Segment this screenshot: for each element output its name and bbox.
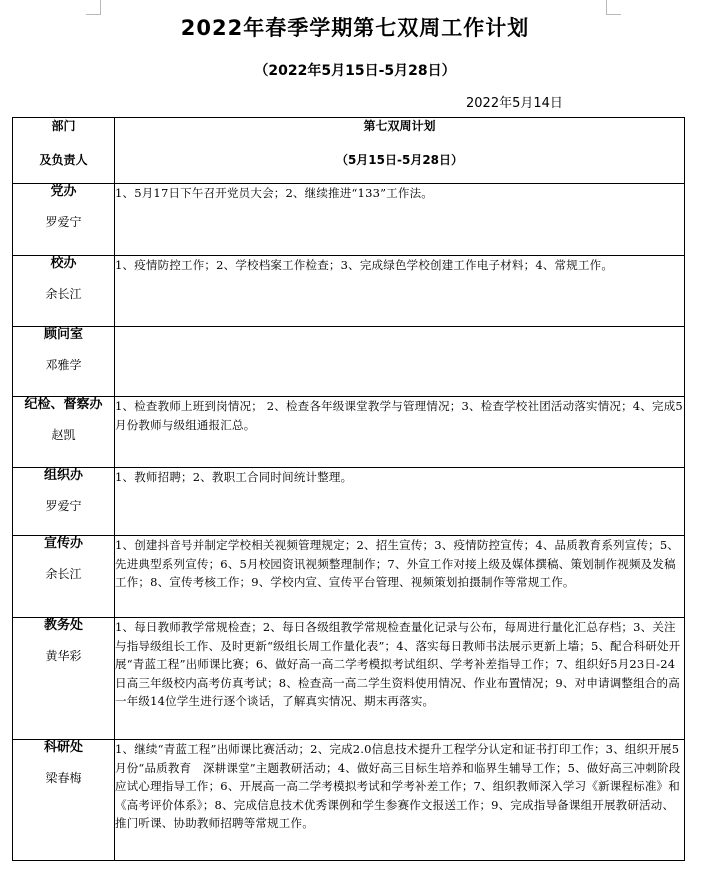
dept-name: 纪检、督察办 xyxy=(24,397,103,412)
header-plan-cell xyxy=(115,118,685,184)
dept-cell xyxy=(13,184,115,256)
table-row xyxy=(13,184,685,256)
tasks-cell: 1、5月17日下午召开党员大会；2、继续推进“133”工作法。 xyxy=(115,184,685,256)
dept-cell xyxy=(13,327,115,397)
table-row xyxy=(13,618,685,740)
tasks-cell: 1、检查教师上班到岗情况； 2、检查各年级课堂教学与管理情况；3、检查学校社团活动落实情况；4、完成5月份教师与级组通报汇总。 xyxy=(115,397,685,468)
plan-table xyxy=(12,117,685,861)
header-head-label: 及负责人 xyxy=(39,153,88,167)
dept-name: 顾问室 xyxy=(43,327,83,342)
document-title: 2022年春季学期第七双周工作计划 xyxy=(180,16,530,40)
dept-name: 宣传办 xyxy=(43,536,83,551)
dept-cell xyxy=(13,397,115,468)
header-dept-label: 部门 xyxy=(51,119,76,133)
dept-head: 黄华彩 xyxy=(45,649,82,663)
dept-head: 余长江 xyxy=(45,567,82,581)
header-plan-range: （5月15日-5月28日） xyxy=(335,153,464,167)
dept-cell xyxy=(13,740,115,861)
tasks-cell: 1、疫情防控工作；2、学校档案工作检查；3、完成绿色学校创建工作电子材料；4、常规工作。 xyxy=(115,256,685,327)
dept-name: 组织办 xyxy=(43,468,83,483)
dept-cell xyxy=(13,618,115,740)
dept-head: 余长江 xyxy=(45,287,82,301)
dept-head: 罗爱宁 xyxy=(45,215,82,229)
table-header-row xyxy=(13,118,685,184)
dept-name: 科研处 xyxy=(43,740,83,755)
table-row xyxy=(13,468,685,536)
dept-cell xyxy=(13,536,115,618)
dept-cell xyxy=(13,468,115,536)
tasks-cell: 1、创建抖音号并制定学校相关视频管理规定；2、招生宣传；3、疫情防控宣传；4、品质教育系列宣传；5、先进典型系列宣传；6、5月校园资讯视频整理制作；7、外宣工作对接上级及媒体撰稿、策划制作视频及发稿工作；8、宣传考核工作；9、学校内宣、宣传平台管理、视频策划拍摄制作等常规工作。 xyxy=(115,536,685,618)
document-subtitle: （2022年5月15日-5月28日） xyxy=(254,63,456,79)
document-date: 2022年5月14日 xyxy=(466,96,563,111)
dept-name: 党办 xyxy=(50,184,77,199)
dept-name: 校办 xyxy=(50,256,77,271)
header-plan-label: 第七双周计划 xyxy=(363,119,436,133)
table-row xyxy=(13,256,685,327)
dept-head: 罗爱宁 xyxy=(45,499,82,513)
table-row xyxy=(13,327,685,397)
table-row xyxy=(13,397,685,468)
dept-cell xyxy=(13,256,115,327)
dept-head: 邓雅学 xyxy=(45,358,82,372)
tasks-cell: 1、教师招聘；2、教职工合同时间统计整理。 xyxy=(115,468,685,536)
table-row xyxy=(13,536,685,618)
tasks-cell: 1、继续“青蓝工程”出师课比赛活动；2、完成2.0信息技术提升工程学分认定和证书打印工作；3、组织开展5月份“品质教育 深耕课堂”主题教研活动；4、做好高三目标生培养和临界生辅导工作；5、做好高三冲刺阶段应试心理指导工作；6、开展高一高二学考模拟考试和学考补差工作；7、组织教师深入学习《新课程标准》和《高考评价体系》；8、完成信息技术优秀课例和学生参赛作文报送工作；9、完成指导备课组开展教研活动、推门听课、协助教师招聘等常规工作。 xyxy=(115,740,685,861)
dept-head: 梁春梅 xyxy=(45,771,82,785)
dept-head: 赵凯 xyxy=(51,428,76,442)
header-dept-cell xyxy=(13,118,115,184)
tasks-cell: 1、每日教师教学常规检查；2、每日各级组教学常规检查量化记录与公布，每周进行量化汇总存档；3、关注与指导级组长工作、及时更新“级组长周工作量化表”；4、落实每日教师书法展示更新上墙；5、配合科研处开展“青蓝工程”出师课比赛；6、做好高一高二学考模拟考试组织、学考补差指导工作；7、组织好5月23日-24日高三年级校内高考仿真考试；8、检查高一高二学生资料使用情况、作业布置情况；9、对申请调整组合的高一年级14位学生进行逐个谈话，了解真实情况、期末再落实。 xyxy=(115,618,685,740)
table-row xyxy=(13,740,685,861)
dept-name: 教务处 xyxy=(43,618,83,633)
tasks-cell xyxy=(115,327,685,397)
